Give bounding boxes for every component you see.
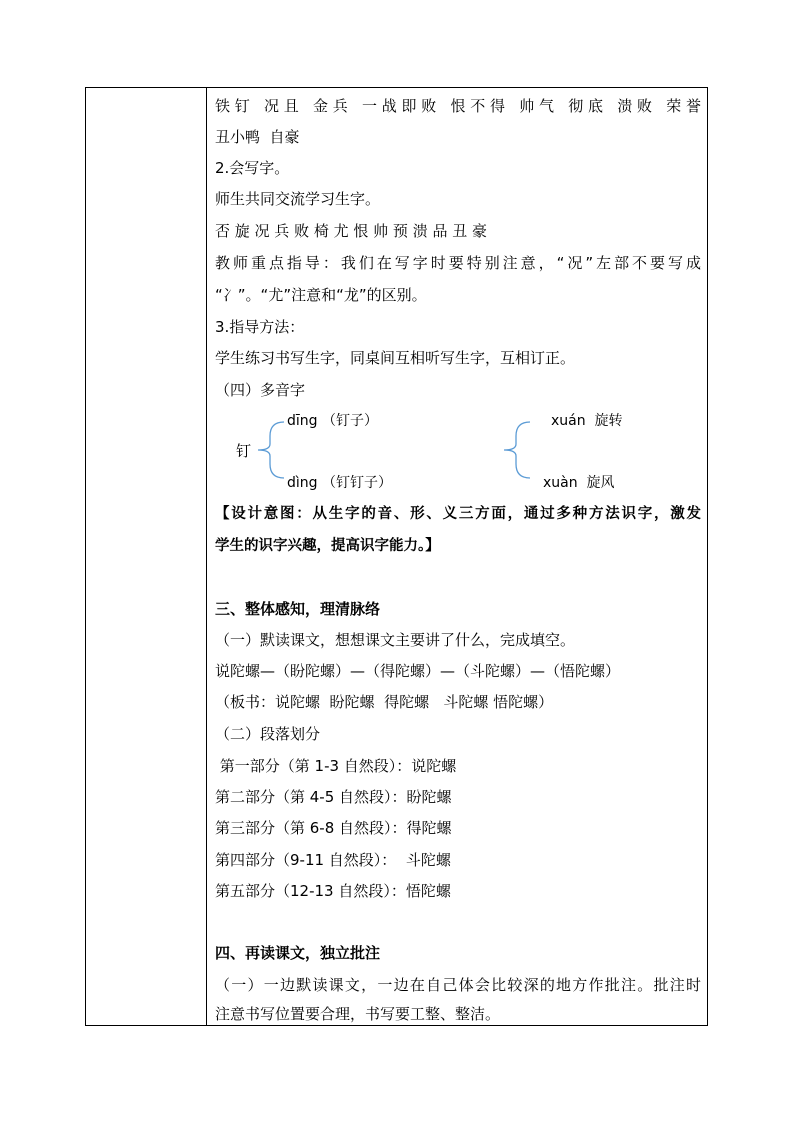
part-two-line: 第二部分（第 4-5 自然段）：盼陀螺	[215, 788, 452, 806]
brace-xuan-icon	[498, 418, 534, 482]
ding-reading-2: dìng （钉钉子）	[287, 475, 392, 491]
brace-ding-icon	[252, 418, 288, 482]
xuan-reading-1: xuán 旋转	[551, 413, 623, 429]
polyphone-heading: （四）多音字	[215, 381, 306, 399]
blackboard-line: （板书：说陀螺 盼陀螺 得陀螺 斗陀螺 悟陀螺）	[215, 693, 554, 711]
vocab-words-line-2: 丑小鸭 自豪	[215, 128, 300, 146]
part-three-line: 第三部分（第 6-8 自然段）：得陀螺	[215, 819, 452, 837]
design-intent-line-2: 学生的识字兴趣，提高识字能力。】	[215, 537, 440, 554]
section-heading-four: 四、再读课文，独立批注	[215, 944, 381, 962]
part-four-line: 第四部分（9-11 自然段）： 斗陀螺	[215, 851, 451, 869]
paragraph-division-heading: （二）段落划分	[215, 725, 321, 743]
design-intent-line: 【设计意图：从生字的音、形、义三方面，通过多种方法识字，激发	[215, 505, 701, 522]
annotation-task-line: （一）一边默读课文，一边在自己体会比较深的地方作批注。批注时	[215, 976, 701, 994]
text-line: 师生共同交流学习生字。	[215, 190, 381, 208]
xuan-reading-2: xuàn 旋风	[543, 475, 615, 491]
text-line: 学生练习书写生字，同桌间互相听写生字，互相订正。	[215, 349, 576, 367]
fill-in-line: 说陀螺—（盼陀螺）—（得陀螺）—（斗陀螺）—（悟陀螺）	[215, 662, 621, 680]
teacher-guidance-line: 教师重点指导：我们在写字时要特别注意，“况”左部不要写成	[215, 254, 701, 272]
annotation-task-line-2: 注意书写位置要合理，书写要工整、整洁。	[215, 1005, 501, 1023]
part-one-line: 第一部分（第 1-3 自然段）：说陀螺	[215, 757, 457, 775]
table-column-divider	[206, 87, 207, 1026]
ding-reading-1: dīng （钉子）	[287, 413, 378, 429]
method-heading: 3.指导方法：	[215, 318, 305, 336]
part-five-line: 第五部分（12-13 自然段）：悟陀螺	[215, 882, 451, 900]
vocab-words-line: 铁钉 况且 金兵 一战即败 恨不得 帅气 彻底 溃败 荣誉	[215, 97, 701, 115]
write-characters-heading: 2.会写字。	[215, 159, 290, 177]
polyphone-char-ding: 钉	[236, 442, 252, 460]
characters-to-write: 否 旋 况 兵 败 椅 尤 恨 帅 预 溃 品 丑 豪	[215, 222, 487, 240]
teacher-guidance-line-2: “冫”。“尤”注意和“龙”的区别。	[215, 286, 427, 304]
section-heading-three: 三、整体感知，理清脉络	[215, 600, 381, 618]
task-line: （一）默读课文，想想课文主要讲了什么，完成填空。	[215, 631, 576, 649]
